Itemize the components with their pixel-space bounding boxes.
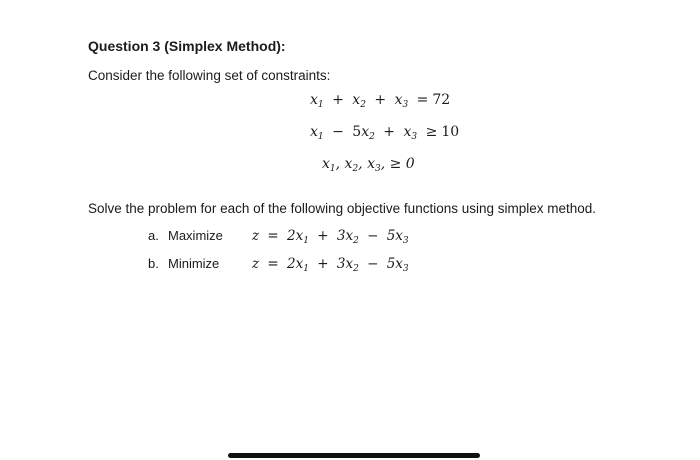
objective-a-action: Maximize <box>168 228 223 243</box>
objective-b-marker: b. <box>148 256 159 271</box>
objective-b-z: z <box>252 256 260 272</box>
nonnegativity-constraint <box>322 156 415 174</box>
nonneg-tail: , ≥ 0 <box>380 156 415 172</box>
constraint-1-op1: + <box>332 92 344 108</box>
intro-text: Consider the following set of constraints: <box>88 68 331 83</box>
nonneg-sub3: 3 <box>374 164 381 174</box>
question-title: Question 3 (Simplex Method): <box>88 38 286 54</box>
constraint-2-x2: x <box>361 124 370 140</box>
constraint-1-relation: = <box>416 92 429 108</box>
constraint-2 <box>310 124 459 142</box>
objective-a-sub2: 2 <box>353 236 359 246</box>
nonneg-sub2: 2 <box>352 164 359 174</box>
objective-a-op2: − <box>367 228 379 244</box>
objective-a <box>148 228 409 246</box>
nonneg-x1: x <box>322 156 330 172</box>
objective-b-op2: − <box>367 256 379 272</box>
constraint-2-x1: x <box>310 124 318 140</box>
constraint-2-sub2: 2 <box>369 132 375 142</box>
nonneg-x2: , x <box>335 156 353 172</box>
task-text: Solve the problem for each of the following objective functions using simplex method. <box>88 201 597 216</box>
constraint-1-sub3: 3 <box>402 100 409 110</box>
constraint-1-sub2: 2 <box>360 100 366 110</box>
constraint-2-coef2: 5 <box>352 124 362 140</box>
constraint-2-rhs: 10 <box>441 124 460 140</box>
constraint-2-x3: x <box>403 124 412 140</box>
objective-b-sub2: 2 <box>353 264 359 274</box>
objective-a-marker: a. <box>148 228 159 243</box>
objective-a-sub1: 1 <box>303 236 309 246</box>
objective-b-eq: = <box>267 256 279 272</box>
nonneg-sub1: 1 <box>329 164 336 174</box>
constraint-1-op2: + <box>374 92 387 108</box>
objective-a-op1: + <box>317 228 329 244</box>
objective-a-term1: 2x <box>287 228 304 244</box>
constraint-1-rhs: 72 <box>432 92 451 108</box>
nonneg-x3: , x <box>358 156 375 172</box>
objective-a-formula <box>252 228 409 246</box>
constraint-2-op2: + <box>383 124 396 140</box>
objective-b-term2: 3x <box>336 256 354 272</box>
objective-b-sub1: 1 <box>303 264 309 274</box>
home-indicator-bar[interactable] <box>228 453 480 458</box>
objective-a-sub3: 3 <box>402 236 409 246</box>
constraint-2-relation: ≥ <box>425 124 438 140</box>
objective-b-action: Minimize <box>168 256 220 271</box>
constraint-1-sub1: 1 <box>317 100 324 110</box>
objective-b-op1: + <box>317 256 329 272</box>
constraint-1 <box>310 92 450 110</box>
objective-b-term1: 2x <box>287 256 304 272</box>
objective-a-term3: 5x <box>386 228 403 244</box>
constraint-1-x2: x <box>352 92 361 108</box>
constraint-2-op1: − <box>332 124 344 140</box>
constraint-1-x1: x <box>310 92 318 108</box>
objective-b-term3: 5x <box>386 256 403 272</box>
objective-a-z: z <box>252 228 260 244</box>
objective-b-formula <box>252 256 409 274</box>
constraint-1-x3: x <box>394 92 403 108</box>
objective-a-eq: = <box>267 228 279 244</box>
constraint-2-sub1: 1 <box>317 132 324 142</box>
constraint-2-sub3: 3 <box>411 132 418 142</box>
objective-b <box>148 256 409 274</box>
objective-b-sub3: 3 <box>402 264 409 274</box>
objective-a-term2: 3x <box>336 228 354 244</box>
